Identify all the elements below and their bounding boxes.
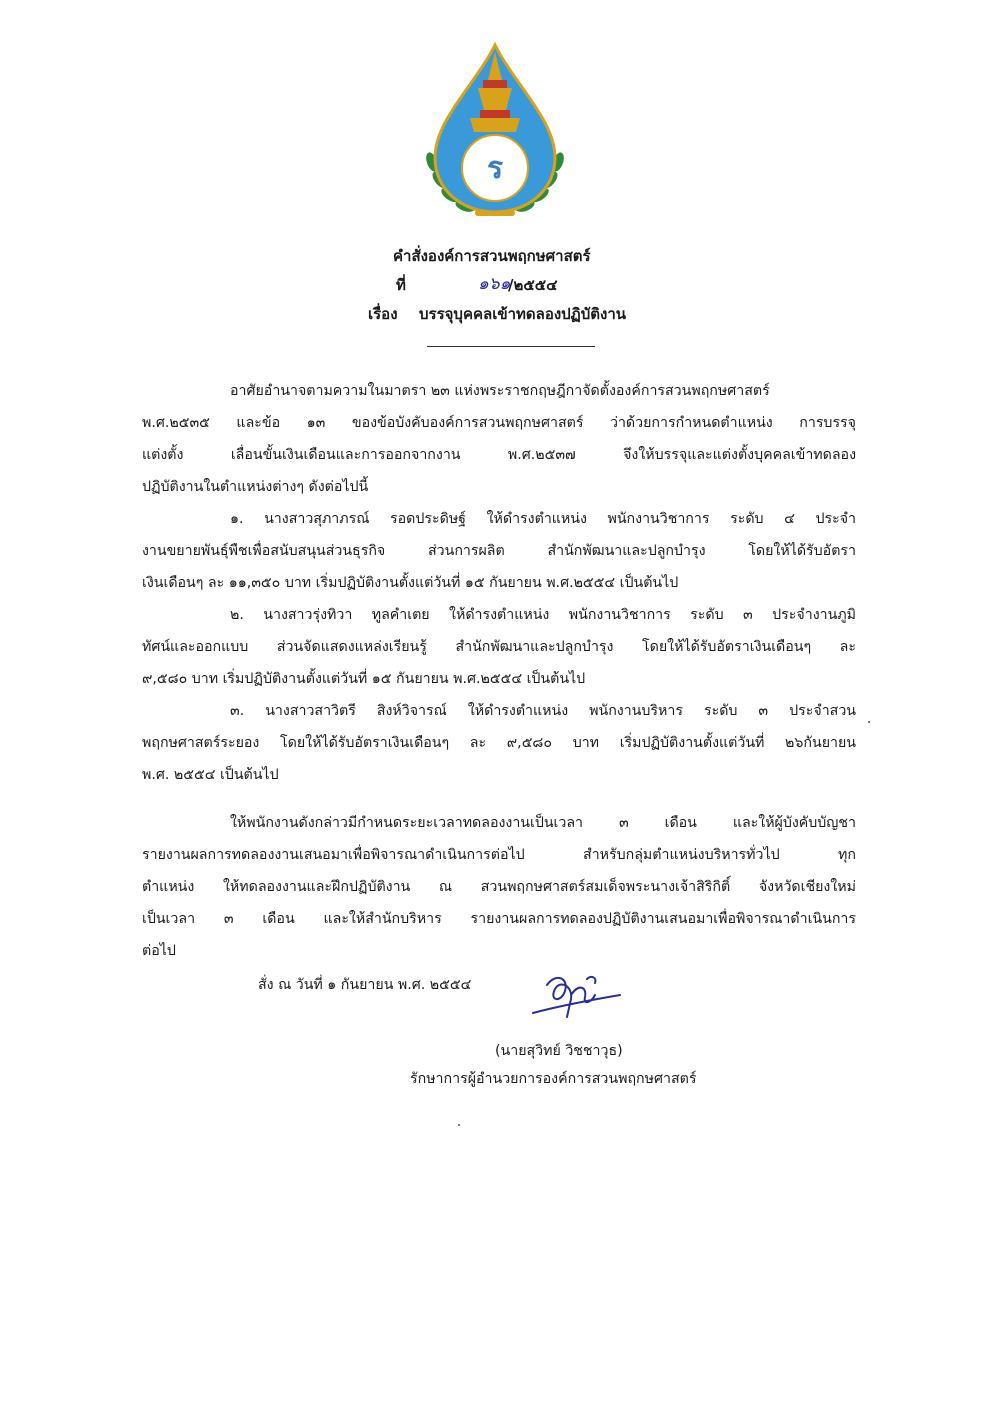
order-number-label: ที่ xyxy=(396,276,406,294)
intro-line-2: พ.ศ.๒๕๓๕ และข้อ ๑๓ ของข้อบังคับองค์การสวนพฤกษศาสตร์ ว่าด้วยการกำหนดตำแหน่ง การบรรจุ xyxy=(142,415,856,431)
order-title: คำสั่งองค์การสวนพฤกษศาสตร์ xyxy=(393,247,591,265)
item-3-line-2: พฤกษศาสตร์ระยอง โดยให้ได้รับอัตราเงินเดือนๆ ละ ๙,๕๘๐ บาท เริ่มปฏิบัติงานตั้งแต่วันที่ ๒๖กันยายน xyxy=(142,735,856,751)
handwritten-signature xyxy=(525,965,625,1025)
subject-text: บรรจุบุคคลเข้าทดลองปฏิบัติงาน xyxy=(419,305,627,323)
closing-line-4: เป็นเวลา ๓ เดือน และให้สำนักบริหาร รายงานผลการทดลองปฏิบัติงานเสนอมาเพื่อพิจารณาดำเนินการ xyxy=(142,911,856,927)
signer-position: รักษาการผู้อำนวยการองค์การสวนพฤกษศาสตร์ xyxy=(410,1071,697,1087)
organization-seal-logo xyxy=(420,40,570,225)
item-3-line-3: พ.ศ. ๒๕๕๔ เป็นต้นไป xyxy=(142,767,279,783)
closing-line-3: ตำแหน่ง ให้ทดลองงานและฝึกปฏิบัติงาน ณ สวนพฤกษศาสตร์สมเด็จพระนางเจ้าสิริกิติ์ จังหวัดเชียงใหม่ xyxy=(142,879,856,895)
seal-monogram-icon: ร xyxy=(486,151,504,186)
closing-line-5: ต่อไป xyxy=(142,943,176,959)
subject-label: เรื่อง xyxy=(368,305,398,323)
item-3-line-1: ๓. นางสาวสาวิตรี สิงห์วิจารณ์ ให้ดำรงตำแหน่ง พนักงานบริหาร ระดับ ๓ ประจำสวน xyxy=(230,703,856,719)
item-1-line-2: งานขยายพันธุ์พืชเพื่อสนับสนุนส่วนธุรกิจ ส่วนการผลิต สำนักพัฒนาและปลูกบำรุง โดยให้ได้รับอัตรา xyxy=(142,543,856,559)
item-2-line-1: ๒. นางสาวรุ่งทิวา ทูลคำเตย ให้ดำรงตำแหน่ง พนักงานวิชาการ ระดับ ๓ ประจำงานภูมิ xyxy=(230,607,856,623)
scan-speck xyxy=(458,1124,460,1126)
order-number-handwritten: ๑๖๑ xyxy=(478,274,511,294)
intro-line-3: แต่งตั้ง เลื่อนขั้นเงินเดือนและการออกจากงาน พ.ศ.๒๕๓๗ จึงให้บรรจุและแต่งตั้งบุคคลเข้าทดลอง xyxy=(142,447,856,463)
order-number-suffix: /๒๕๕๔ xyxy=(508,276,558,294)
intro-line-1: อาศัยอำนาจตามความในมาตรา ๒๓ แห่งพระราชกฤษฎีกาจัดตั้งองค์การสวนพฤกษศาสตร์ xyxy=(230,383,770,399)
item-2-line-2: ทัศน์และออกแบบ ส่วนจัดแสดงแหล่งเรียนรู้ สำนักพัฒนาและปลูกบำรุง โดยให้ได้รับอัตราเงินเดือนๆ ละ xyxy=(142,639,856,655)
item-1-line-1: ๑. นางสาวสุภาภรณ์ รอดประดิษฐ์ ให้ดำรงตำแหน่ง พนักงานวิชาการ ระดับ ๔ ประจำ xyxy=(230,511,856,527)
item-1-line-3: เงินเดือนๆ ละ ๑๑,๓๕๐ บาท เริ่มปฏิบัติงานตั้งแต่วันที่ ๑๕ กันยายน พ.ศ.๒๕๕๔ เป็นต้นไป xyxy=(142,575,679,591)
order-date: สั่ง ณ วันที่ ๑ กันยายน พ.ศ. ๒๕๕๔ xyxy=(258,977,472,993)
intro-line-4: ปฏิบัติงานในตำแหน่งต่างๆ ดังต่อไปนี้ xyxy=(142,479,369,495)
scan-speck xyxy=(868,721,870,723)
signer-name: (นายสุวิทย์ วิชชาวุธ) xyxy=(495,1043,623,1059)
item-2-line-3: ๙,๕๘๐ บาท เริ่มปฏิบัติงานตั้งแต่วันที่ ๑๕ กันยายน พ.ศ.๒๕๕๔ เป็นต้นไป xyxy=(142,671,586,687)
closing-line-1: ให้พนักงานดังกล่าวมีกำหนดระยะเวลาทดลองงานเป็นเวลา ๓ เดือน และให้ผู้บังคับบัญชา xyxy=(230,815,856,831)
header-divider xyxy=(427,346,595,347)
closing-line-2: รายงานผลการทดลองงานเสนอมาเพื่อพิจารณาดำเนินการต่อไป สำหรับกลุ่มตำแหน่งบริหารทั่วไป ทุก xyxy=(142,847,856,863)
